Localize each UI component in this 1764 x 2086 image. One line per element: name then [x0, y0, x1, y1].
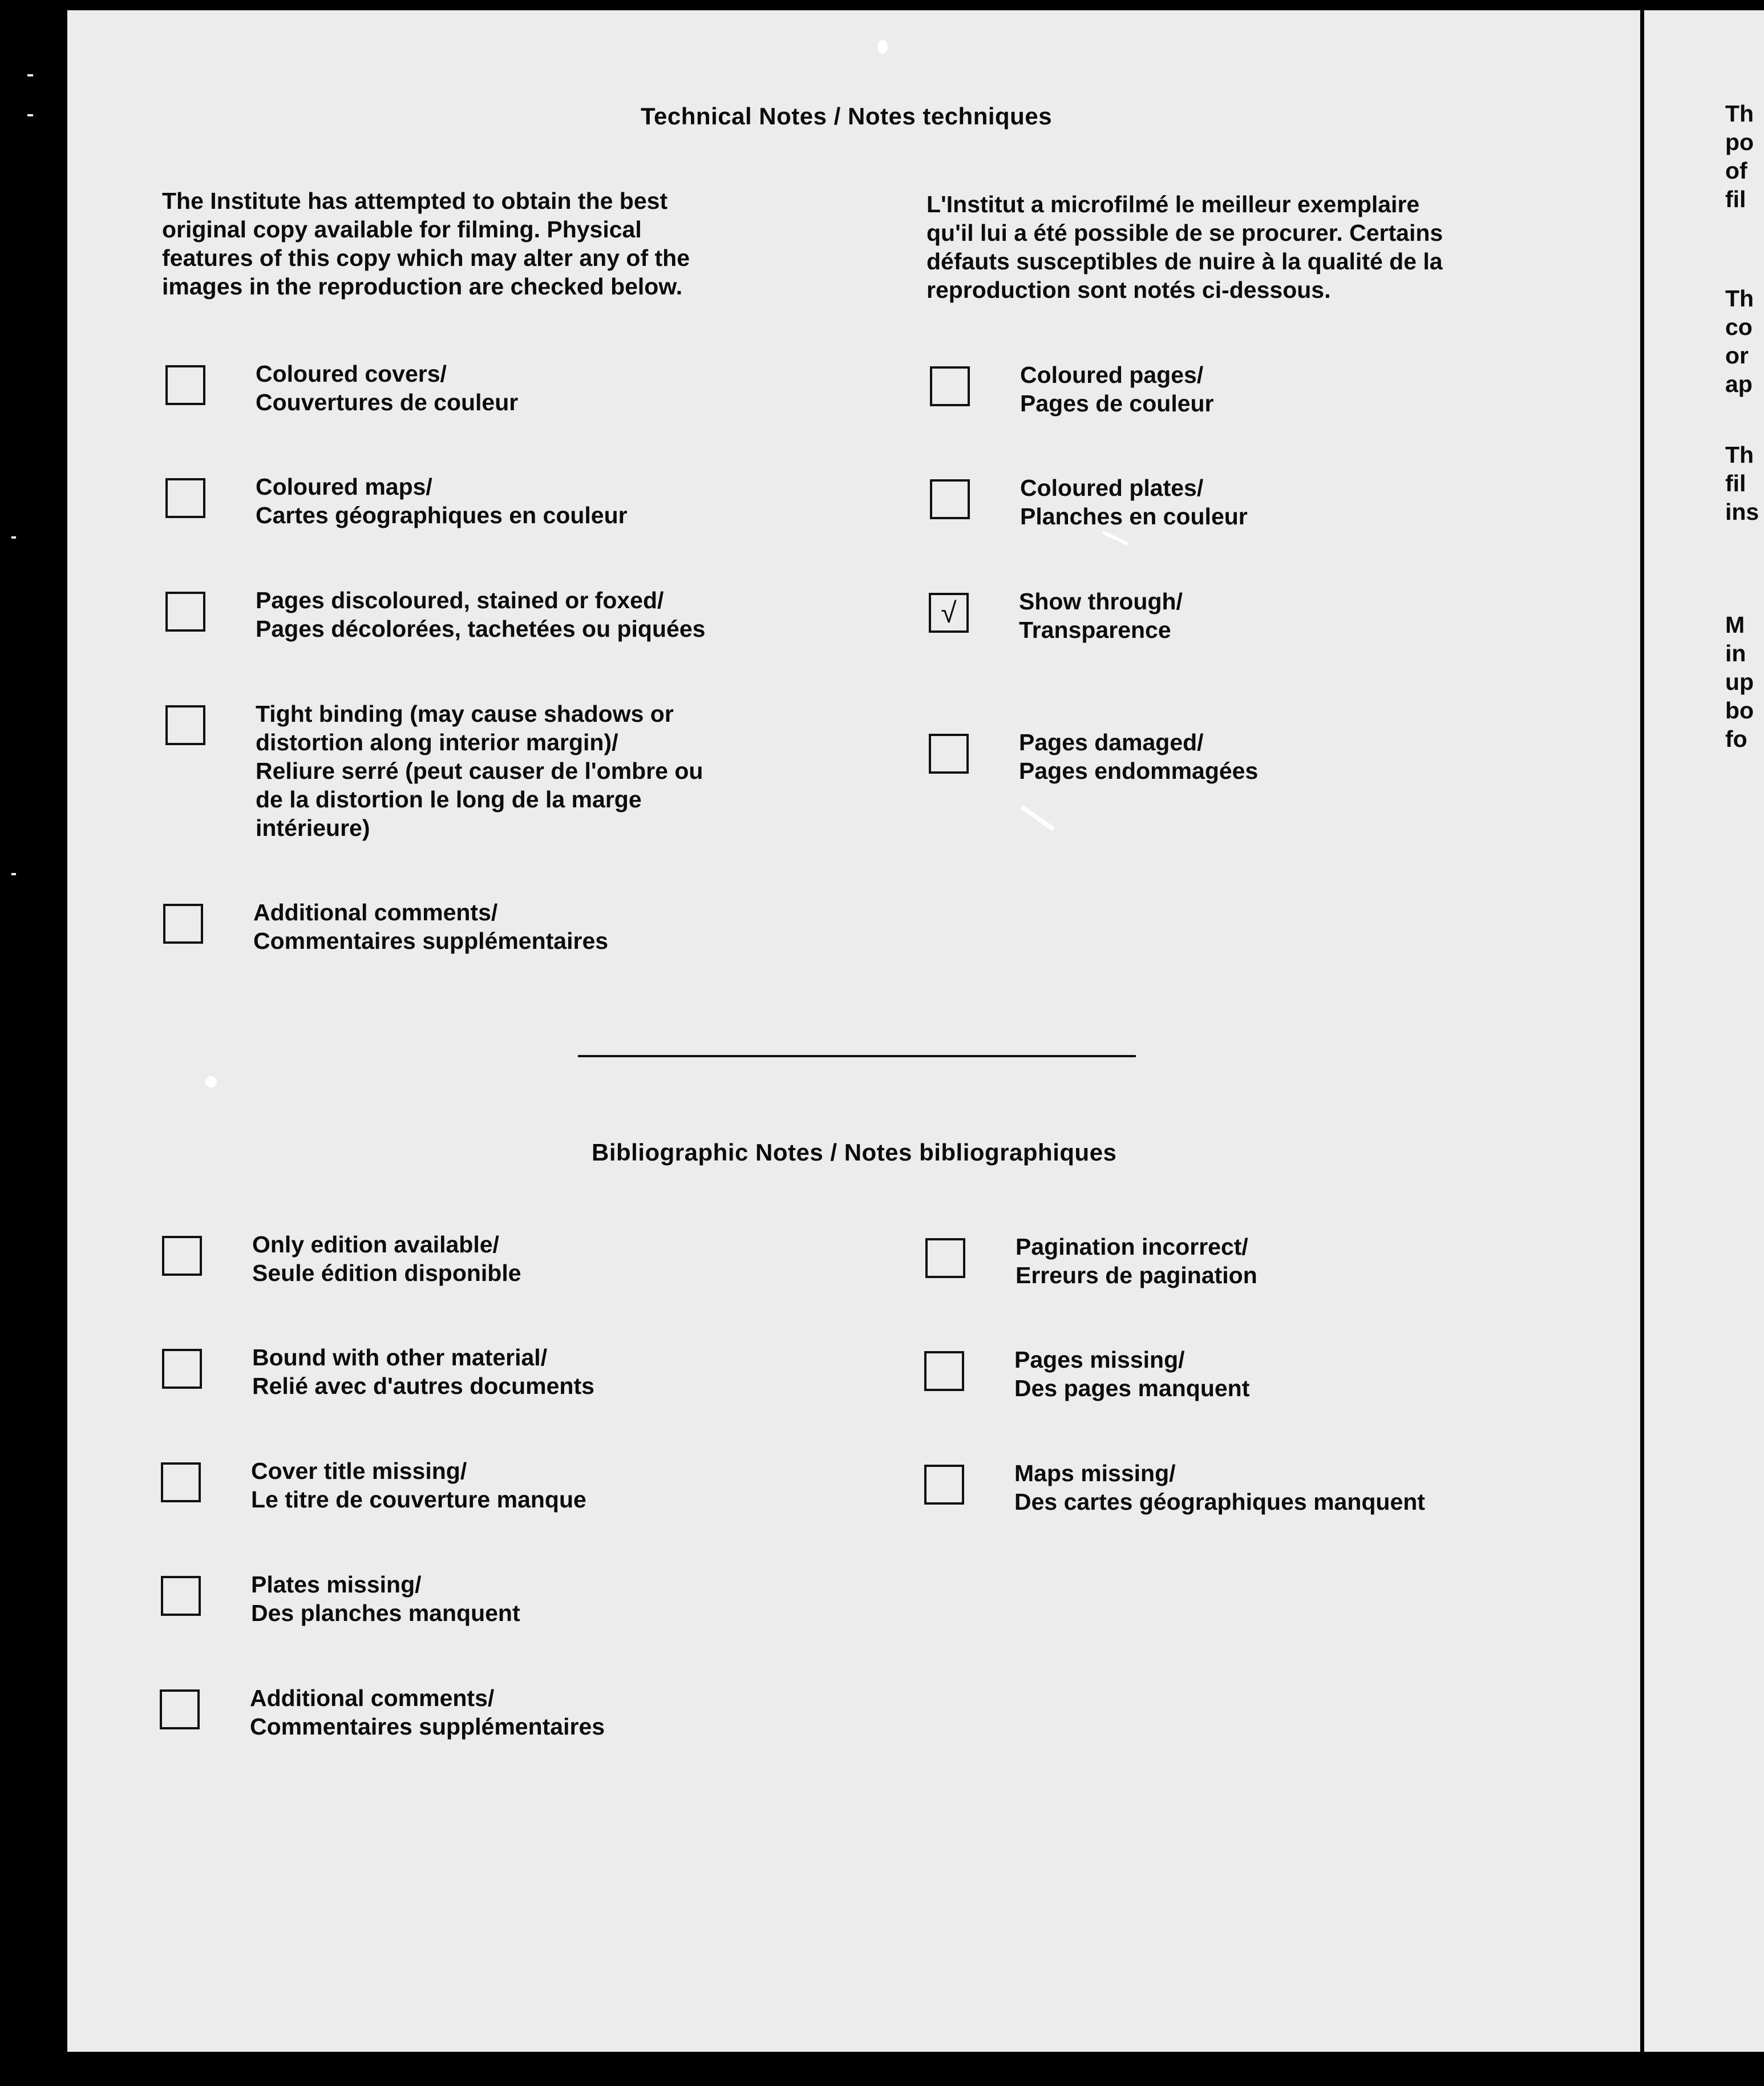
adjacent-page-fragment: M in up bo fo — [1725, 612, 1754, 752]
checkbox[interactable] — [925, 1238, 965, 1278]
item-label: Pages missing/ Des pages manquent — [1014, 1347, 1250, 1401]
checkbox[interactable] — [162, 1236, 202, 1276]
item-label: Pages damaged/ Pages endommagées — [1019, 729, 1259, 784]
item-label: Cover title missing/ Le titre de couverture manque — [251, 1458, 586, 1513]
checkbox[interactable] — [165, 705, 205, 745]
adjacent-page-fragment: Th fil ins — [1725, 442, 1759, 525]
checkbox[interactable] — [162, 1349, 202, 1389]
checkbox[interactable] — [929, 734, 969, 774]
item-label: Bound with other material/ Relié avec d'autres documents — [252, 1344, 594, 1399]
checkbox[interactable] — [930, 479, 970, 519]
dust-speck — [205, 1076, 217, 1088]
technical-notes-heading: Technical Notes / Notes techniques — [641, 103, 1053, 130]
checkbox[interactable] — [924, 1351, 964, 1391]
item-label: Tight binding (may cause shadows or distortion along interior margin)/ Reliure serré (peut causer de l'ombre ou de la distortion le long de la marge intérieure) — [256, 701, 703, 841]
item-label: Show through/ Transparence — [1019, 588, 1183, 643]
item-label: Maps missing/ Des cartes géographiques manquent — [1014, 1460, 1425, 1515]
checkbox[interactable] — [165, 592, 205, 632]
film-edge-mark — [27, 74, 33, 76]
checkbox[interactable] — [163, 904, 203, 944]
item-label: Only edition available/ Seule édition disponible — [252, 1231, 521, 1286]
dust-speck — [877, 40, 888, 54]
technical-intro-french: L'Institut a microfilmé le meilleur exemplaire qu'il lui a été possible de se procurer. Certains défauts susceptibles de nuire à la qualité de la reproduction sont notés ci-dessous. — [926, 191, 1443, 303]
bibliographic-notes-heading: Bibliographic Notes / Notes bibliographiques — [592, 1139, 1117, 1166]
adjacent-page-fragment: Th co or ap — [1725, 285, 1754, 397]
checkbox[interactable] — [924, 1465, 964, 1505]
section-divider — [578, 1055, 1136, 1057]
film-edge-mark — [11, 536, 16, 539]
checkbox[interactable] — [161, 1576, 201, 1616]
item-label: Coloured pages/ Pages de couleur — [1020, 362, 1214, 417]
item-label: Pages discoloured, stained or foxed/ Pages décolorées, tachetées ou piquées — [256, 587, 706, 642]
item-label: Coloured plates/ Planches en couleur — [1020, 475, 1248, 529]
checkbox[interactable] — [165, 365, 205, 405]
technical-intro-english: The Institute has attempted to obtain the best original copy available for filming. Physical features of this copy which may alter any of the images in the reproduction are checked below. — [162, 188, 690, 300]
adjacent-page-fragment: Th po of fil — [1725, 100, 1754, 212]
checkbox[interactable] — [930, 366, 970, 406]
item-label: Coloured covers/ Couvertures de couleur — [256, 361, 519, 415]
item-label: Additional comments/ Commentaires supplémentaires — [250, 1685, 605, 1740]
film-edge-mark — [11, 873, 16, 875]
checkbox[interactable] — [161, 1462, 201, 1502]
item-label: Plates missing/ Des planches manquent — [251, 1571, 520, 1626]
item-label: Pagination incorrect/ Erreurs de pagination — [1015, 1234, 1257, 1288]
item-label: Coloured maps/ Cartes géographiques en couleur — [256, 474, 628, 528]
checkbox-checked[interactable]: √ — [929, 593, 969, 633]
checkbox[interactable] — [165, 478, 205, 518]
item-label: Additional comments/ Commentaires supplémentaires — [253, 899, 609, 954]
film-edge-mark — [27, 114, 33, 116]
technical-notes-page — [67, 10, 1640, 2052]
checkbox[interactable] — [160, 1689, 200, 1729]
